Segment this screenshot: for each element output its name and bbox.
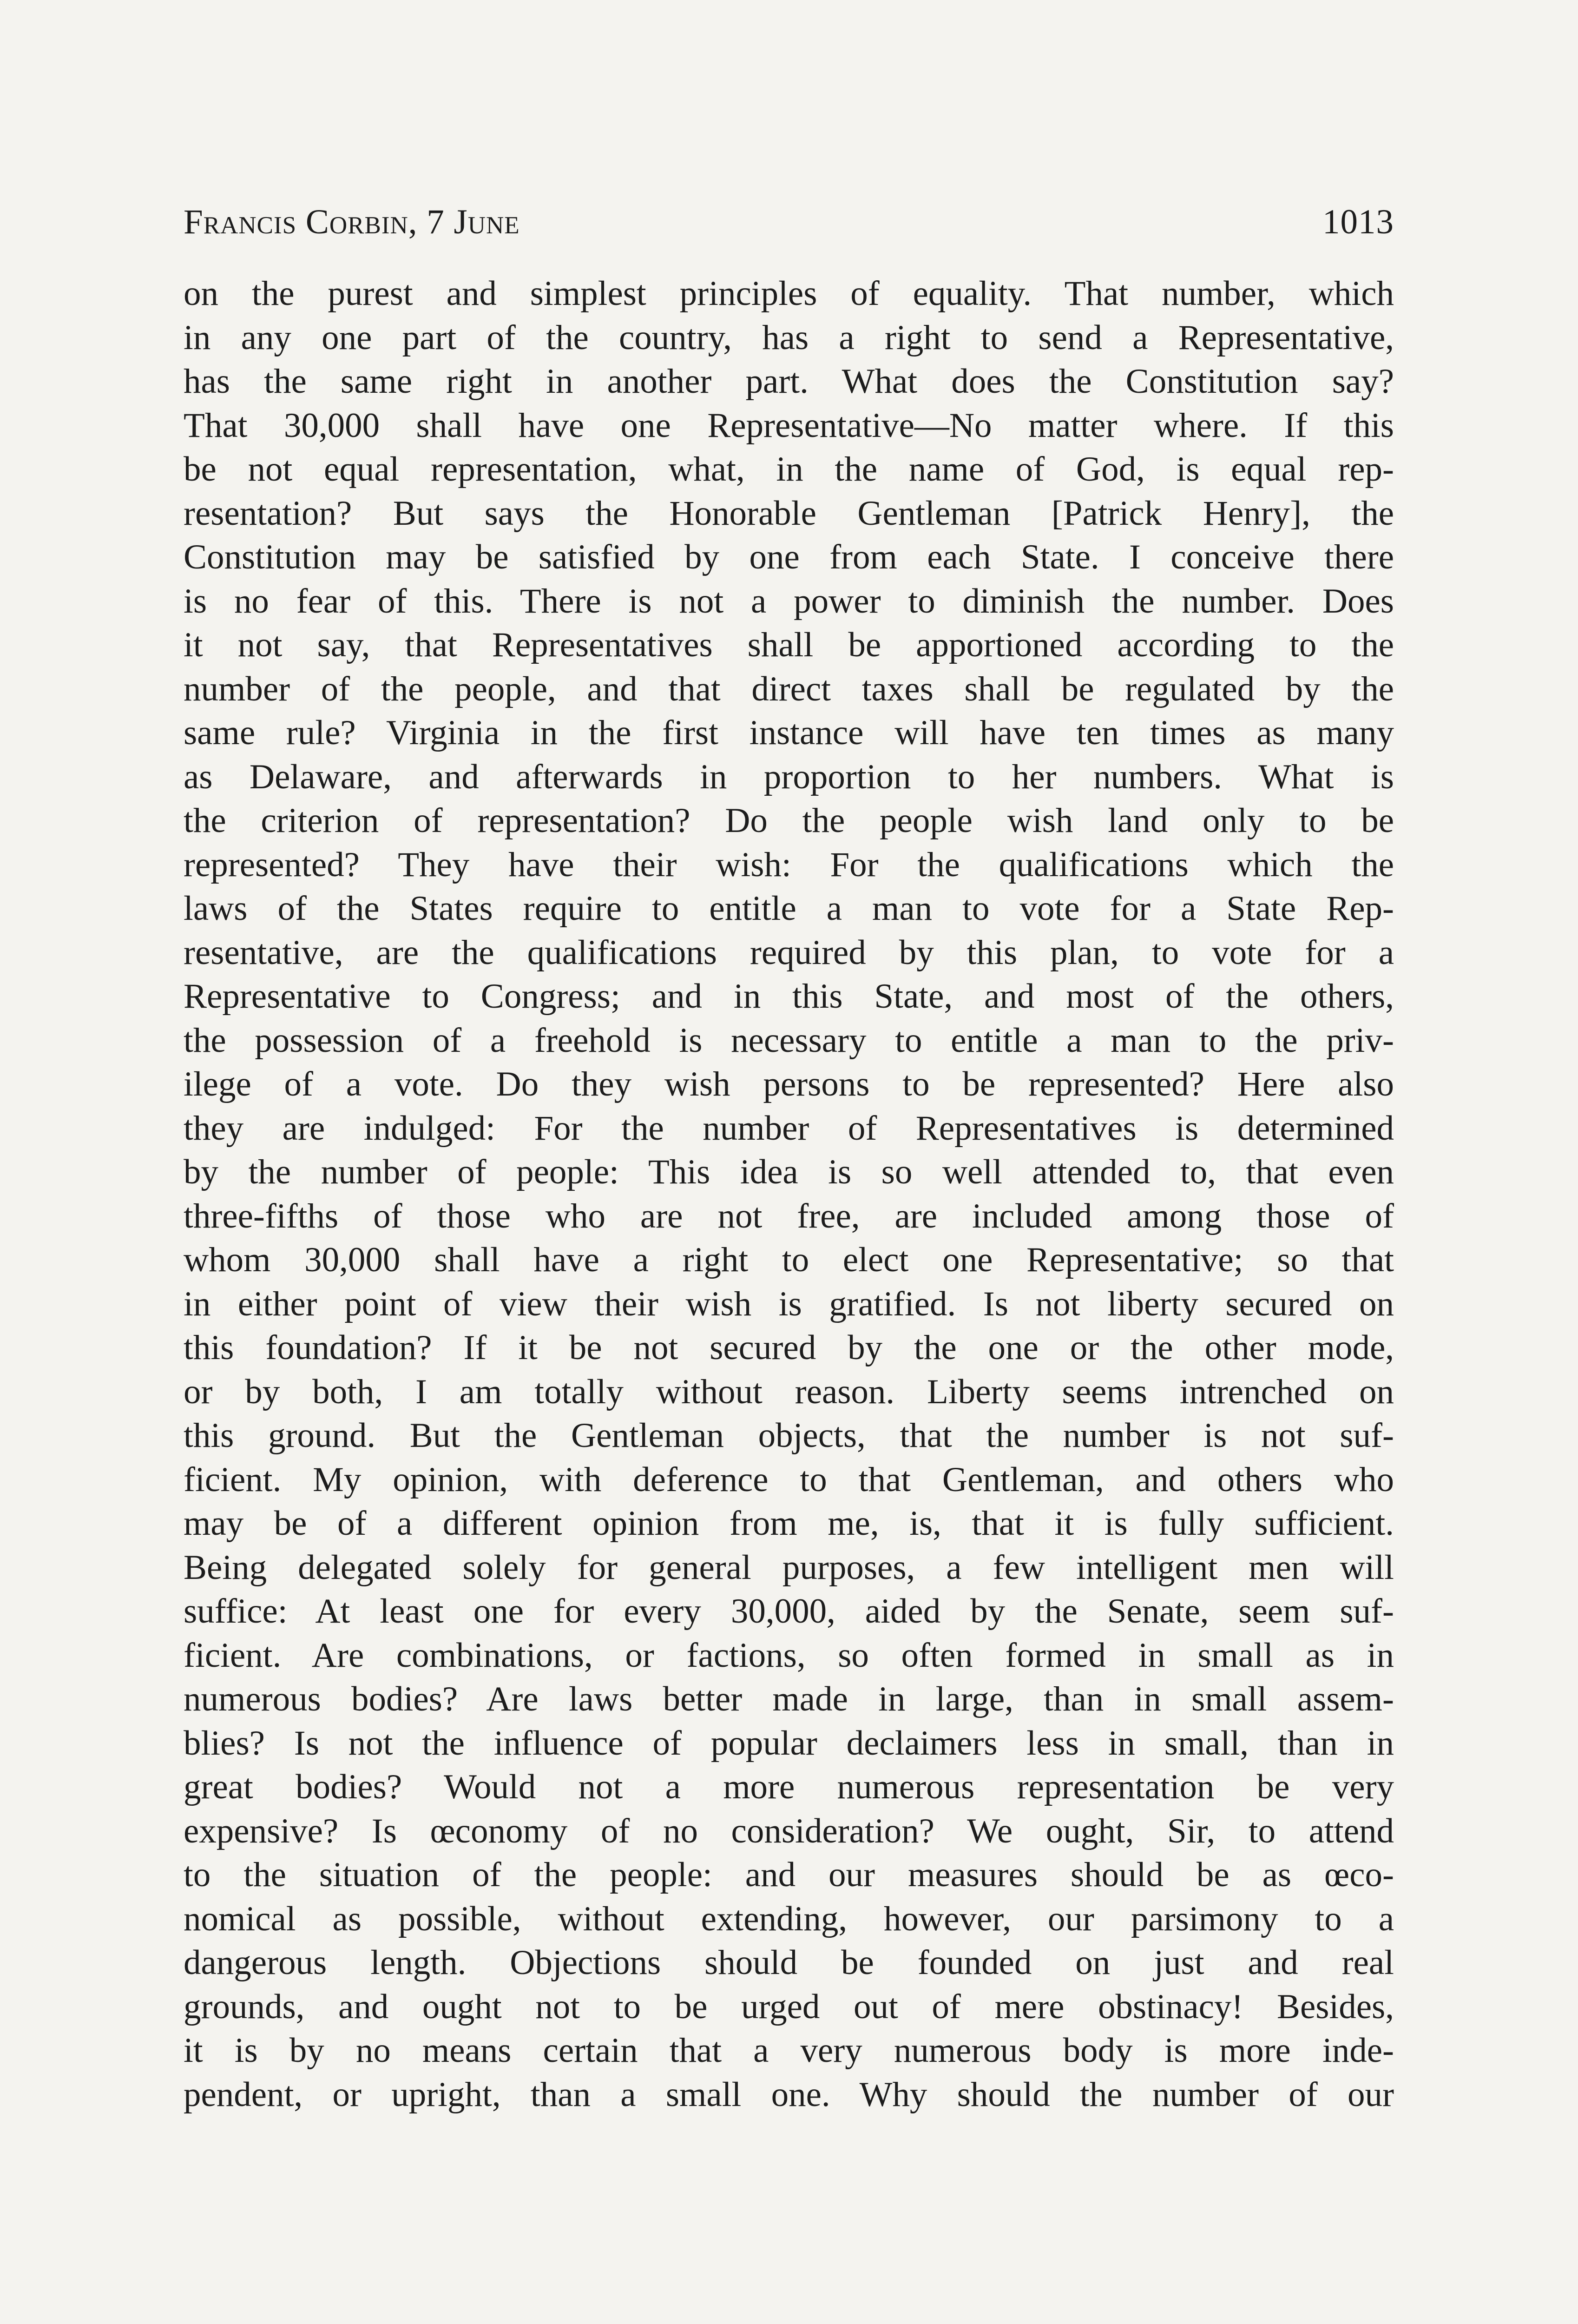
- text-line: great bodies? Would not a more numerous representation be very: [184, 1768, 1394, 1806]
- text-line: That 30,000 shall have one Representative—No matter where. If this: [184, 406, 1394, 445]
- text-line: this foundation? If it be not secured by the one or the other mode,: [184, 1328, 1394, 1367]
- body-text: [184, 272, 1394, 2117]
- text-line: the criterion of representation? Do the people wish land only to be: [184, 801, 1394, 840]
- text-line: or by both, I am totally without reason. Liberty seems intrenched on: [184, 1372, 1394, 1411]
- text-line: pendent, or upright, than a small one. Why should the number of our: [184, 2075, 1394, 2114]
- text-line: it is by no means certain that a very numerous body is more inde-: [184, 2031, 1394, 2070]
- text-line: by the number of people: This idea is so well attended to, that even: [184, 1153, 1394, 1191]
- text-line: in either point of view their wish is gratified. Is not liberty secured on: [184, 1284, 1394, 1323]
- text-line: nomical as possible, without extending, however, our parsimony to a: [184, 1899, 1394, 1938]
- text-line: three-fifths of those who are not free, are included among those of: [184, 1196, 1394, 1235]
- text-line: ficient. My opinion, with deference to that Gentleman, and others who: [184, 1460, 1394, 1499]
- text-line: blies? Is not the influence of popular declaimers less in small, than in: [184, 1723, 1394, 1763]
- page-number: 1013: [1322, 203, 1394, 241]
- text-line: same rule? Virginia in the first instance will have ten times as many: [184, 713, 1394, 752]
- text-line: Representative to Congress; and in this State, and most of the others,: [184, 977, 1394, 1016]
- text-line: Being delegated solely for general purposes, a few intelligent men will: [184, 1548, 1394, 1587]
- text-line: may be of a different opinion from me, is, that it is fully sufficient.: [184, 1504, 1394, 1543]
- text-line: grounds, and ought not to be urged out of mere obstinacy! Besides,: [184, 1987, 1394, 2026]
- text-line: is no fear of this. There is not a power to diminish the number. Does: [184, 581, 1394, 621]
- text-line: dangerous length. Objections should be founded on just and real: [184, 1943, 1394, 1982]
- text-line: ilege of a vote. Do they wish persons to be represented? Here also: [184, 1065, 1394, 1103]
- text-line: has the same right in another part. What does the Constitution say?: [184, 362, 1394, 401]
- text-line: whom 30,000 shall have a right to elect one Representative; so that: [184, 1241, 1394, 1279]
- text-line: as Delaware, and afterwards in proportion to her numbers. What is: [184, 757, 1394, 796]
- running-title: Francis Corbin, 7 June: [184, 203, 520, 241]
- text-line: suffice: At least one for every 30,000, aided by the Senate, seem suf-: [184, 1592, 1394, 1631]
- text-line: the possession of a freehold is necessary to entitle a man to the priv-: [184, 1021, 1394, 1060]
- text-line: they are indulged: For the number of Representatives is determined: [184, 1109, 1394, 1148]
- text-line: this ground. But the Gentleman objects, that the number is not suf-: [184, 1416, 1394, 1455]
- text-line: resentative, are the qualifications required by this plan, to vote for a: [184, 933, 1394, 972]
- running-head: [184, 199, 1394, 245]
- text-line: Constitution may be satisfied by one from each State. I conceive there: [184, 538, 1394, 576]
- text-line: be not equal representation, what, in the name of God, is equal rep-: [184, 450, 1394, 489]
- text-line: number of the people, and that direct taxes shall be regulated by the: [184, 669, 1394, 708]
- text-line: represented? They have their wish: For the qualifications which the: [184, 845, 1394, 884]
- text-line: on the purest and simplest principles of equality. That number, which: [184, 274, 1394, 313]
- text-line: expensive? Is œconomy of no consideration? We ought, Sir, to attend: [184, 1811, 1394, 1850]
- text-line: numerous bodies? Are laws better made in large, than in small assem-: [184, 1680, 1394, 1718]
- text-line: it not say, that Representatives shall be apportioned according to the: [184, 626, 1394, 664]
- text-line: ficient. Are combinations, or factions, so often formed in small as in: [184, 1636, 1394, 1675]
- text-line: to the situation of the people: and our measures should be as œco-: [184, 1855, 1394, 1894]
- text-line: in any one part of the country, has a right to send a Representative,: [184, 318, 1394, 357]
- text-line: resentation? But says the Honorable Gentleman [Patrick Henry], the: [184, 494, 1394, 533]
- text-line: laws of the States require to entitle a man to vote for a State Rep-: [184, 889, 1394, 928]
